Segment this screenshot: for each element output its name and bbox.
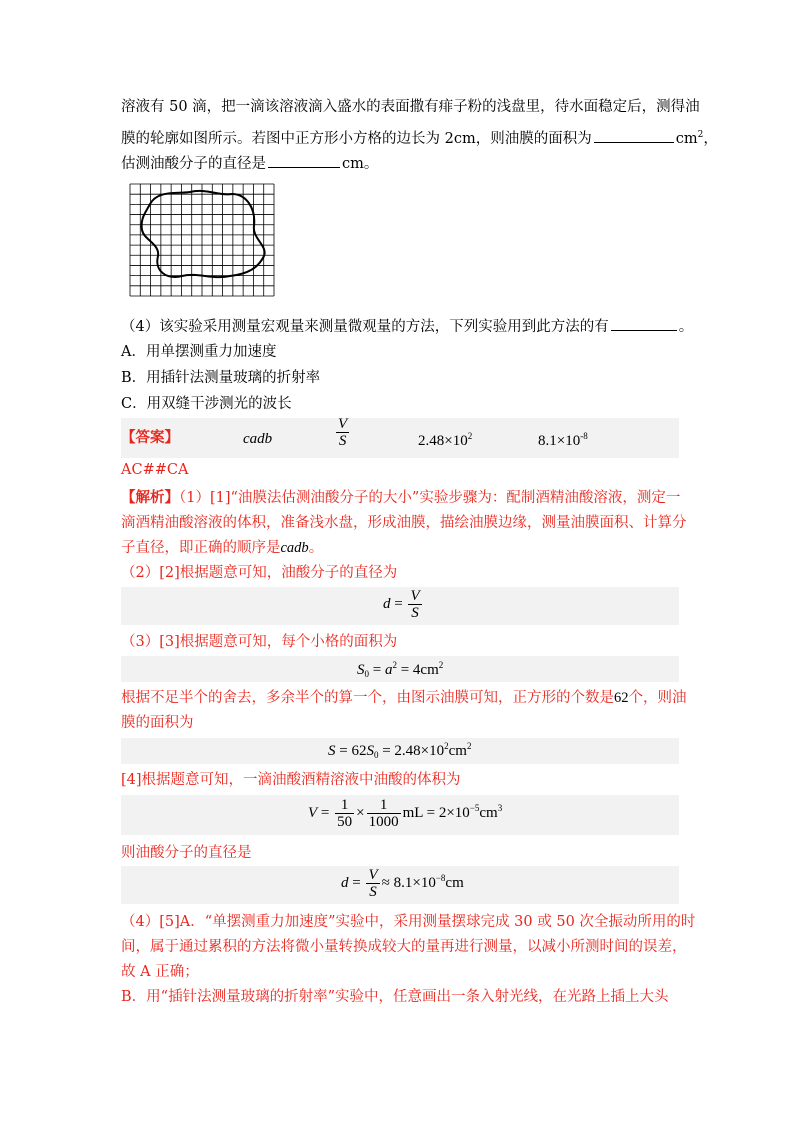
option-b: B．用插针法测量玻璃的折射率 (121, 370, 321, 386)
formula-3-eq: = 62 (335, 743, 367, 759)
answer-5: AC##CA (121, 462, 189, 478)
analysis-area-line: 膜的面积为 (121, 715, 194, 731)
period: 。 (308, 540, 324, 556)
analysis-line-1-text: （1）[1]“油膜法估测油酸分子的大小”实验步骤为：配制酒精油酸溶液，测定一 (179, 490, 681, 506)
square-count: 62 (614, 690, 629, 706)
analysis-label: 【解析】 (121, 489, 179, 506)
formula-result: d = $\frac{V}{S}$ ≈ $8.1\times 10^{-8}cm$ (341, 867, 464, 900)
formula-4-n2: 1 (367, 797, 401, 814)
analysis-line-2: 滴酒精油酸溶液的体积，准备浅水盘，形成油膜，描绘油膜边缘，测量油膜面积、计算分 (121, 515, 687, 531)
answer-1: cadb (243, 431, 273, 447)
formula-3-value: = 2.48×10 (378, 743, 445, 759)
answer-label: 【答案】 (121, 429, 179, 446)
answer-3-exp: 2 (467, 431, 473, 441)
analysis-count-end: 个，则油 (628, 690, 687, 706)
answer-row-shading (121, 418, 679, 458)
answer-4-exp: -8 (580, 431, 588, 441)
answer-3-text: 2.48×10 (418, 433, 468, 449)
formula-1-lhs: d (383, 595, 391, 612)
analysis-line-3 (121, 538, 323, 558)
analysis-part-3: （3）[3]根据题意可知，每个小格的面积为 (121, 634, 398, 650)
analysis-line-1 (121, 488, 680, 508)
formula-3-sup: 2 (444, 741, 449, 751)
formula-5-fraction (366, 867, 379, 900)
question-4-text: （4）该实验采用测量宏观量来测量微观量的方法，下列实验用到此方法的有 (121, 319, 609, 335)
formula-3-s: S (328, 743, 336, 759)
answer-4 (538, 431, 588, 450)
formula-5-sup: −8 (435, 872, 446, 883)
formula-1-fraction (408, 588, 421, 621)
question-line-1: 溶液有 50 滴，把一滴该溶液滴入盛水的表面撒有痱子粉的浅盘里，待水面稳定后，测得油 (121, 99, 700, 115)
question-line-3-text: 估测油酸分子的直径是 (121, 156, 266, 172)
formula-4-unit: cm (479, 804, 498, 821)
formula-4-n1: 1 (335, 797, 354, 814)
oil-film-grid-figure (128, 182, 276, 298)
formula-4-v: V (308, 804, 318, 821)
question-4 (121, 316, 693, 337)
formula-5-numerator: V (368, 867, 378, 883)
formula-4-mid: mL = 2×10 (402, 804, 470, 821)
period: 。 (678, 319, 694, 335)
question-line-2-text: 膜的轮廓如图所示。若图中正方形小方格的边长为 2cm，则油膜的面积为 (121, 131, 592, 147)
unit-cm-end: cm。 (342, 156, 379, 172)
formula-2-a: a (384, 662, 393, 678)
formula-3-sup2: 2 (466, 741, 472, 751)
formula-2-rhs: = 4cm (396, 662, 439, 678)
formula-4-frac-1 (335, 797, 354, 830)
oil-film-outline (142, 191, 265, 277)
formula-volume: V = $\frac{1}{50}$ × $\frac{1}{1000}$ mL = $2\times 10^{-5}cm^3$ (308, 797, 503, 830)
analysis-part-6-line-3: 故 A 正确； (121, 964, 199, 980)
unit-cm: cm (675, 131, 698, 147)
q4-answer-blank[interactable] (611, 316, 677, 331)
analysis-count-line (121, 688, 687, 708)
formula-2-sup: 2 (392, 660, 397, 670)
formula-2-s: S (357, 662, 365, 678)
analysis-part-4: [4]根据题意可知，一滴油酸酒精溶液中油酸的体积为 (121, 772, 461, 788)
option-c: C．用双缝干涉测光的波长 (121, 396, 292, 412)
formula-cell-area (357, 660, 443, 679)
analysis-part-6-line-2: 间，属于通过累积的方法将微小量转换成较大的量再进行测量，以减小所测时间的误差， (121, 939, 687, 955)
formula-3-sub: 0 (373, 750, 379, 760)
order-cadb: cadb (280, 540, 309, 556)
formula-3-s0: S (366, 743, 374, 759)
formula-4-frac-2 (367, 797, 401, 830)
answer-2-denominator: S (338, 433, 347, 449)
formula-2-sup2: 2 (438, 660, 444, 670)
analysis-count-text: 根据不足半个的舍去，多余半个的算一个，由图示油膜可知，正方形的个数是 (121, 690, 614, 706)
question-line-2 (121, 125, 718, 149)
formula-3-unit: cm (448, 743, 467, 759)
analysis-line-3-text: 子直径，即正确的顺序是 (121, 540, 281, 556)
formula-4-sup: −5 (469, 802, 480, 813)
question-line-3 (121, 153, 378, 174)
analysis-part-2: （2）[2]根据题意可知，油酸分子的直径为 (121, 565, 398, 581)
formula-5-d: d (341, 874, 349, 891)
formula-4-d2: 1000 (368, 814, 399, 830)
comma: ， (703, 131, 718, 147)
formula-5-denominator: S (369, 884, 377, 900)
formula-diameter: d = $\frac{V}{S}$ (383, 588, 420, 621)
formula-4-d1: 50 (337, 814, 353, 830)
option-a: A．用单摆测重力加速度 (121, 344, 277, 360)
diameter-answer-blank[interactable] (268, 153, 340, 168)
formula-1-denominator: S (411, 605, 419, 621)
formula-2-sub: 0 (364, 669, 369, 679)
analysis-part-6-line-1: （4）[5]A．“单摆测重力加速度”实验中，采用测量摆球完成 30 或 50 次全振动所用的时 (121, 914, 696, 930)
answer-3 (418, 431, 472, 450)
answer-2-fraction (336, 416, 349, 449)
answer-2 (334, 416, 351, 449)
formula-1-numerator: V (410, 588, 420, 604)
analysis-part-6-line-4: B．用“插针法测量玻璃的折射率”实验中，任意画出一条入射光线，在光路上插上大头 (121, 989, 669, 1005)
analysis-part-5: 则油酸分子的直径是 (121, 845, 252, 861)
answer-4-text: 8.1×10 (538, 433, 581, 449)
formula-2-eq: = (369, 662, 385, 678)
formula-5-rhs: ≈ 8.1×10 (381, 874, 436, 891)
unit-exponent: 2 (697, 130, 704, 140)
answer-2-numerator: V (338, 416, 348, 432)
area-answer-blank[interactable] (594, 128, 674, 143)
formula-5-unit: cm (445, 874, 464, 891)
formula-film-area (328, 741, 471, 760)
formula-4-sup2: 3 (497, 802, 503, 813)
